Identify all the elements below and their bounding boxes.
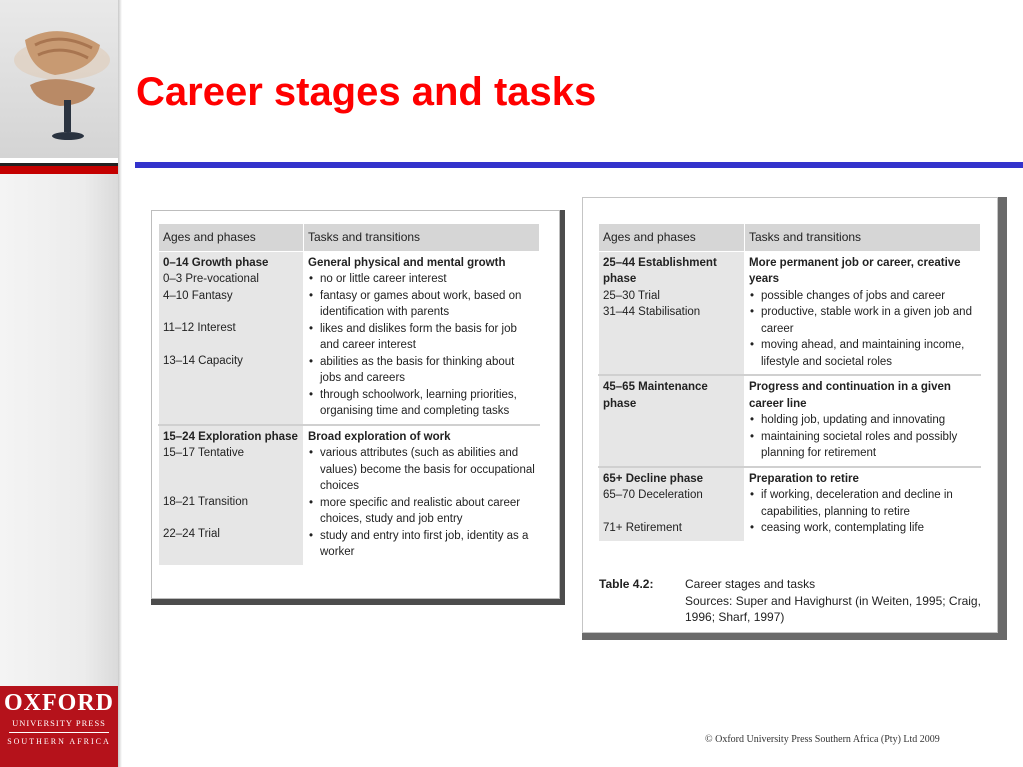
phase-cell xyxy=(599,375,745,467)
phase-line: 0–3 Pre-vocational xyxy=(163,273,259,285)
header-ages: Ages and phases xyxy=(599,224,745,252)
logo-university: UNIVERSITY PRESS xyxy=(12,718,106,728)
slide-title: Career stages and tasks xyxy=(136,70,597,114)
phase-line: 65–70 Deceleration xyxy=(603,489,703,501)
left-table-panel xyxy=(151,210,565,605)
list-item: • maintaining societal roles and possibly planning for retirement xyxy=(761,429,976,462)
phase-gap xyxy=(163,462,299,478)
task-list xyxy=(749,487,976,537)
task-title: Broad exploration of work xyxy=(308,430,451,443)
chair-image xyxy=(0,0,118,158)
copyright-notice: © Oxford University Press Southern Africa (Pty) Ltd 2009 xyxy=(705,734,940,745)
list-item: • abilities as the basis for thinking about jobs and careers xyxy=(320,354,535,387)
phase-title: 65+ Decline phase xyxy=(603,472,704,485)
table-header-row xyxy=(599,224,981,252)
oxford-logo xyxy=(0,686,118,767)
table-header-row xyxy=(159,224,540,252)
right-table-panel xyxy=(582,197,1007,640)
table-row xyxy=(159,425,540,566)
tasks-cell xyxy=(745,375,981,467)
list-item: • various attributes (such as abilities and values) become the basis for occupational choices xyxy=(320,445,535,495)
header-ages: Ages and phases xyxy=(159,224,304,252)
table-row xyxy=(599,467,981,542)
phase-line: 11–12 Interest xyxy=(163,322,236,334)
task-title: General physical and mental growth xyxy=(308,256,506,269)
table-row xyxy=(599,375,981,467)
table-row xyxy=(159,251,540,425)
phase-gap xyxy=(163,337,299,353)
phase-cell xyxy=(159,251,304,425)
logo-name: OXFORD xyxy=(4,690,114,716)
list-item: • ceasing work, contemplating life xyxy=(761,520,976,537)
list-item: • if working, deceleration and decline in capabilities, planning to retire xyxy=(761,487,976,520)
list-item: • likes and dislikes form the basis for job and career interest xyxy=(320,321,535,354)
task-list xyxy=(749,288,976,371)
phase-line: 4–10 Fantasy xyxy=(163,289,233,302)
caption-text xyxy=(685,576,995,626)
tasks-cell xyxy=(745,467,981,542)
phase-cell xyxy=(599,467,745,542)
list-item: • possible changes of jobs and career xyxy=(761,288,976,305)
caption-title: Career stages and tasks xyxy=(685,577,816,591)
header-tasks: Tasks and transitions xyxy=(304,224,540,252)
sidebar-red-rule xyxy=(0,158,118,174)
caption-sources: Sources: Super and Havighurst (in Weiten, 1995; Craig, 1996; Sharf, 1997) xyxy=(685,593,981,624)
phase-gap xyxy=(603,504,740,520)
left-table-card xyxy=(151,210,560,599)
phase-gap xyxy=(163,478,299,494)
phase-cell xyxy=(159,425,304,566)
right-career-table xyxy=(598,223,981,542)
tasks-cell xyxy=(745,251,981,375)
list-item: • through schoolwork, learning priorities, organising time and completing tasks xyxy=(320,387,535,420)
phase-cell xyxy=(599,251,745,375)
left-career-table xyxy=(158,223,540,566)
right-table-card xyxy=(582,197,998,633)
phase-line: 18–21 Transition xyxy=(163,495,249,508)
phase-line: 25–30 Trial xyxy=(603,289,660,302)
phase-gap xyxy=(163,510,299,526)
list-item: • more specific and realistic about career choices, study and job entry xyxy=(320,495,535,528)
list-item: • fantasy or games about work, based on identification with parents xyxy=(320,288,535,321)
sidebar-shadow xyxy=(118,0,122,767)
tasks-cell xyxy=(304,425,540,566)
header-tasks: Tasks and transitions xyxy=(745,224,981,252)
phase-line: 22–24 Trial xyxy=(163,528,220,540)
phase-line: 71+ Retirement xyxy=(603,521,682,534)
phase-title: 15–24 Exploration phase xyxy=(163,430,298,443)
phase-line: 13–14 Capacity xyxy=(163,354,243,367)
tasks-cell xyxy=(304,251,540,425)
phase-gap xyxy=(163,304,299,320)
list-item: • productive, stable work in a given job and career xyxy=(761,304,976,337)
task-title: More permanent job or career, creative years xyxy=(749,256,961,285)
list-item: • holding job, updating and innovating xyxy=(761,412,976,429)
phase-line: 31–44 Stabilisation xyxy=(603,306,701,318)
table-row xyxy=(599,251,981,375)
phase-title: 25–44 Establishment phase xyxy=(603,256,717,285)
phase-title: 45–65 Maintenance phase xyxy=(603,381,708,410)
task-title: Progress and continuation in a given career line xyxy=(749,381,951,410)
list-item: • study and entry into first job, identity as a worker xyxy=(320,528,535,561)
logo-divider xyxy=(9,732,109,733)
logo-region: SOUTHERN AFRICA xyxy=(7,737,111,746)
caption-label: Table 4.2: xyxy=(599,577,654,591)
task-list xyxy=(749,412,976,462)
task-list xyxy=(308,271,535,420)
list-item: • no or little career interest xyxy=(320,271,535,288)
list-item: • moving ahead, and maintaining income, lifestyle and societal roles xyxy=(761,337,976,370)
task-list xyxy=(308,445,535,561)
phase-line: 15–17 Tentative xyxy=(163,447,244,459)
phase-title: 0–14 Growth phase xyxy=(163,256,269,269)
task-title: Preparation to retire xyxy=(749,472,859,485)
title-rule xyxy=(135,162,1023,168)
